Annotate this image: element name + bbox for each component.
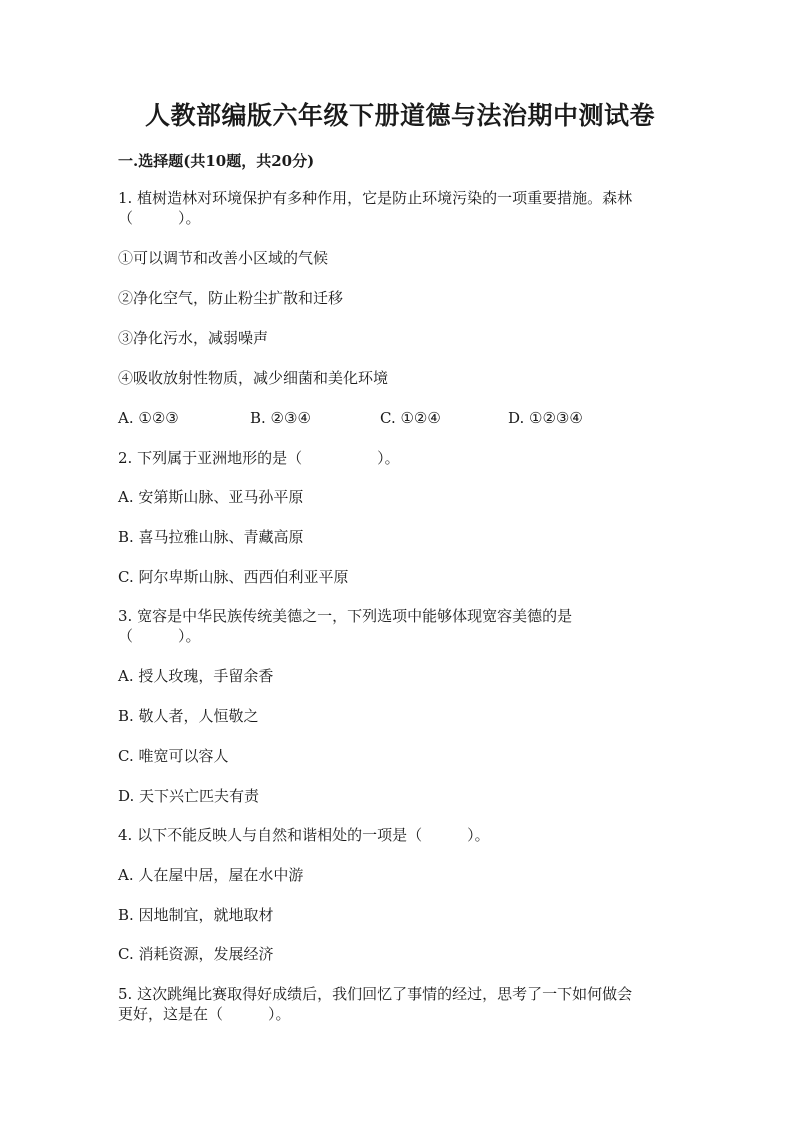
- q1-statement-4: ④吸收放射性物质，减少细菌和美化环境: [118, 369, 389, 387]
- q1-option-a: A. ①②③: [118, 409, 179, 427]
- q4-option-c: C. 消耗资源，发展经济: [118, 945, 274, 963]
- q3-option-c: C. 唯宽可以容人: [118, 747, 229, 765]
- q2-stem: 2. 下列属于亚洲地形的是（ ）。: [118, 449, 400, 467]
- q4-option-b: B. 因地制宜，就地取材: [118, 906, 274, 924]
- q3-option-b: B. 敬人者，人恒敬之: [118, 707, 259, 725]
- q1-statement-3: ③净化污水，减弱噪声: [118, 329, 269, 347]
- q3-stem-line-2: （ ）。: [118, 627, 201, 645]
- q2-option-a: A. 安第斯山脉、亚马孙平原: [118, 488, 304, 506]
- section-heading: 一.选择题(共10题，共20分): [118, 152, 315, 170]
- q5-stem-line-1: 5. 这次跳绳比赛取得好成绩后，我们回忆了事情的经过，思考了一下如何做会: [118, 985, 633, 1003]
- q1-option-c: C. ①②④: [380, 409, 441, 427]
- q4-option-a: A. 人在屋中居，屋在水中游: [118, 866, 304, 884]
- q3-stem-line-1: 3. 宽容是中华民族传统美德之一，下列选项中能够体现宽容美德的是: [118, 607, 573, 625]
- q2-option-b: B. 喜马拉雅山脉、青藏高原: [118, 528, 304, 546]
- q1-options-row: [118, 408, 678, 428]
- q1-stem-line-2: （ ）。: [118, 209, 201, 227]
- q2-option-c: C. 阿尔卑斯山脉、西西伯利亚平原: [118, 568, 349, 586]
- q3-option-d: D. 天下兴亡匹夫有责: [118, 787, 260, 805]
- q1-statement-2: ②净化空气，防止粉尘扩散和迁移: [118, 289, 344, 307]
- q3-option-a: A. 授人玫瑰，手留余香: [118, 667, 274, 685]
- q1-option-d: D. ①②③④: [508, 409, 583, 427]
- page-title: 人教部编版六年级下册道德与法治期中测试卷: [144, 101, 655, 130]
- q5-stem-line-2: 更好，这是在（ ）。: [118, 1005, 291, 1023]
- q4-stem: 4. 以下不能反映人与自然和谐相处的一项是（ ）。: [118, 826, 490, 844]
- q1-option-b: B. ②③④: [250, 409, 311, 427]
- q1-stem-line-1: 1. 植树造林对环境保护有多种作用，它是防止环境污染的一项重要措施。森林: [118, 189, 633, 207]
- q1-statement-1: ①可以调节和改善小区域的气候: [118, 249, 329, 267]
